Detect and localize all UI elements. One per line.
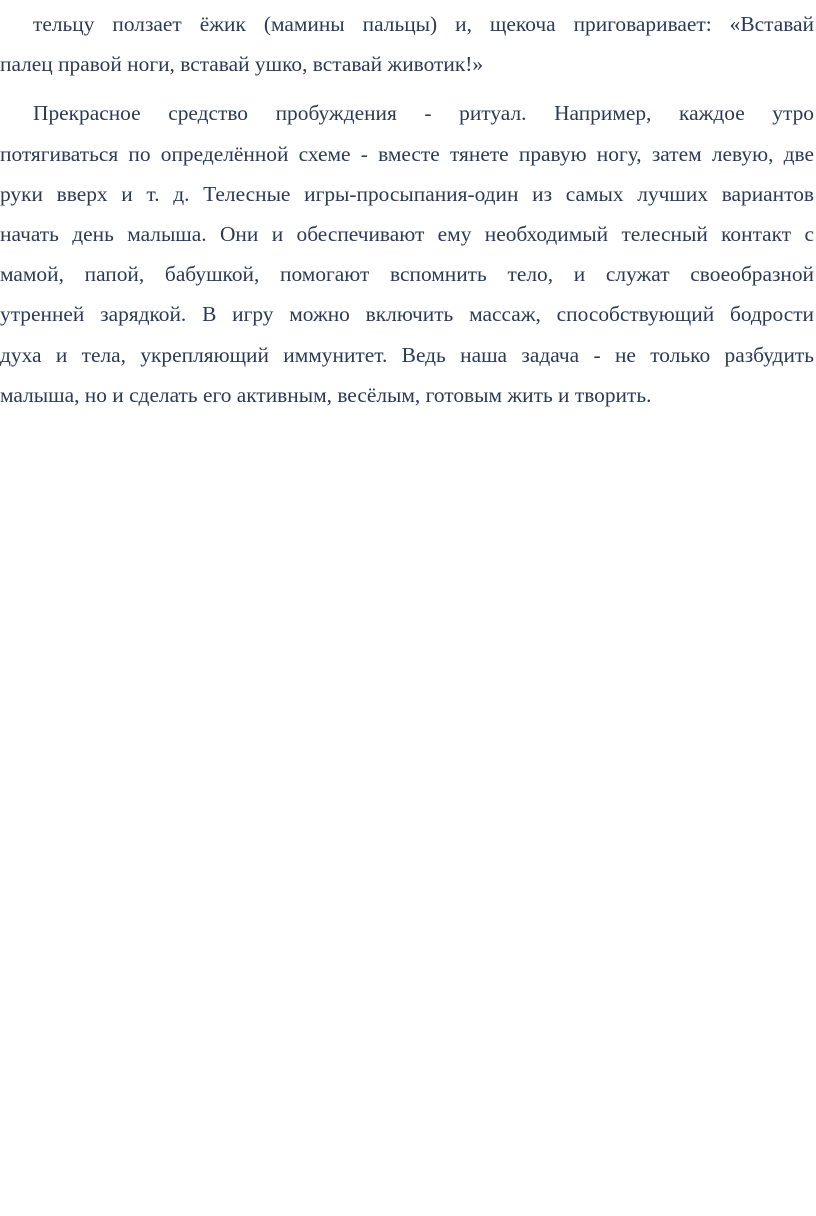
text-line: утренней зарядкой. В игру можно включить массаж, способствующий бодрости xyxy=(0,302,814,327)
paragraph-spacing xyxy=(0,84,814,93)
text-line: тельцу ползает ёжик (мамины пальцы) и, щекоча приговаривает: «Вставай xyxy=(33,12,814,36)
text-line: духа и тела, укрепляющий иммунитет. Ведь наша задача - не только разбудить xyxy=(0,342,814,367)
text-line: Прекрасное средство пробуждения - ритуал. Например, каждое утро xyxy=(33,101,814,126)
text-line: потягиваться по определённой схеме - вместе тянете правую ногу, затем левую, две xyxy=(0,141,814,166)
text-line: начать день малыша. Они и обеспечивают ему необходимый телесный контакт с xyxy=(0,221,814,246)
text-line: малыша, но и сделать его активным, весёлым, готовым жить и творить. xyxy=(0,382,652,407)
text-line: руки вверх и т. д. Телесные игры-просыпания-один из самых лучших вариантов xyxy=(0,181,814,206)
text-line: палец правой ноги, вставай ушко, вставай животик!» xyxy=(0,52,484,77)
document-body xyxy=(0,4,814,415)
paragraph xyxy=(0,93,814,415)
text-line: мамой, папой, бабушкой, помогают вспомнить тело, и служат своеобразной xyxy=(0,262,814,287)
paragraph xyxy=(0,4,814,84)
